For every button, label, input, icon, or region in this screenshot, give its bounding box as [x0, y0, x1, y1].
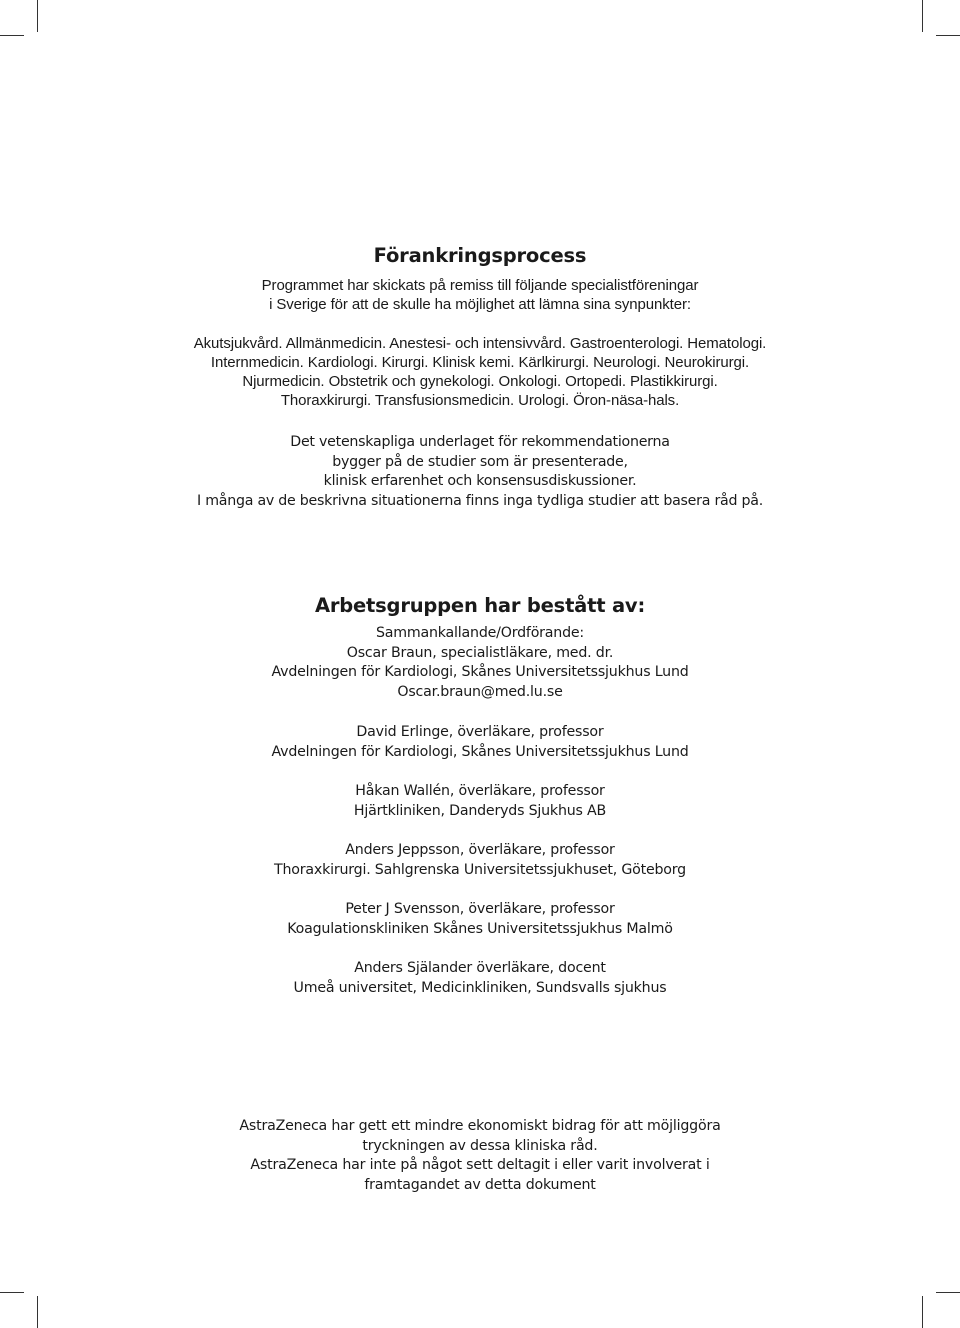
- specialties-list: [0, 334, 960, 410]
- evidence-statement: [0, 433, 960, 512]
- crop-mark-bottom-left: [37, 1296, 38, 1328]
- evidence-line: Det vetenskapliga underlaget för rekommendationerna: [290, 434, 670, 450]
- member-entry: [0, 782, 960, 821]
- member-line: Avdelningen för Kardiologi, Skånes Universitetssjukhus Lund: [271, 743, 689, 760]
- evidence-line: klinisk erfarenhet och konsensusdiskussioner.: [323, 473, 637, 490]
- crop-mark-top-left-h: [0, 35, 24, 36]
- intro-line: Programmet har skickats på remiss till följande specialistföreningar: [261, 277, 699, 294]
- disclosure-line: framtagandet av detta dokument: [364, 1177, 596, 1194]
- member-chair: [0, 624, 960, 703]
- disclosure-line: AstraZeneca har gett ett mindre ekonomiskt bidrag för att möjliggöra: [239, 1118, 721, 1134]
- member-line: Koagulationskliniken Skånes Universitetssjukhus Malmö: [287, 920, 673, 937]
- member-line: Peter J Svensson, överläkare, professor: [345, 901, 615, 917]
- crop-mark-bottom-right-h: [936, 1292, 960, 1293]
- crop-mark-top-right-h: [936, 35, 960, 36]
- disclosure-line: tryckningen av dessa kliniska råd.: [362, 1137, 598, 1154]
- specialties-line: Njurmedicin. Obstetrik och gynekologi. Onkologi. Ortopedi. Plastikkirurgi.: [242, 373, 718, 390]
- funding-disclosure: [0, 1117, 960, 1196]
- member-line: Avdelningen för Kardiologi, Skånes Universitetssjukhus Lund: [271, 664, 689, 681]
- member-line: Anders Själander överläkare, docent: [354, 960, 606, 976]
- member-entry: [0, 959, 960, 998]
- member-line: Sammankallande/Ordförande:: [375, 625, 585, 641]
- crop-mark-top-right: [922, 0, 923, 32]
- intro-line: i Sverige för att de skulle ha möjlighet att lämna sina synpunkter:: [269, 296, 691, 313]
- member-entry: [0, 900, 960, 939]
- member-line: Thoraxkirurgi. Sahlgrenska Universitetssjukhuset, Göteborg: [274, 861, 686, 878]
- member-line: Umeå universitet, Medicinkliniken, Sundsvalls sjukhus: [293, 979, 667, 996]
- specialties-line: Akutsjukvård. Allmänmedicin. Anestesi- och intensivvård. Gastroenterologi. Hematologi.: [193, 335, 767, 352]
- member-entry: [0, 723, 960, 762]
- member-line: David Erlinge, överläkare, professor: [356, 724, 604, 740]
- working-group-title: Arbetsgruppen har bestått av:: [314, 594, 646, 617]
- member-line: Hjärtkliniken, Danderyds Sjukhus AB: [353, 802, 607, 819]
- member-line: Oscar Braun, specialistläkare, med. dr.: [346, 644, 614, 661]
- member-entry: [0, 841, 960, 880]
- anchoring-intro: [0, 276, 960, 314]
- crop-mark-top-left: [37, 0, 38, 32]
- member-line: Håkan Wallén, överläkare, professor: [355, 783, 605, 799]
- crop-mark-bottom-left-h: [0, 1292, 24, 1293]
- evidence-line: I många av de beskrivna situationerna finns inga tydliga studier att basera råd på.: [197, 493, 763, 510]
- disclosure-line: AstraZeneca har inte på något sett deltagit i eller varit involverat i: [250, 1157, 710, 1174]
- specialties-line: Internmedicin. Kardiologi. Kirurgi. Klinisk kemi. Kärlkirurgi. Neurologi. Neurokirurgi.: [210, 354, 750, 371]
- anchoring-title: Förankringsprocess: [373, 244, 587, 267]
- member-line: Anders Jeppsson, överläkare, professor: [345, 842, 615, 858]
- evidence-line: bygger på de studier som är presenterade,: [332, 453, 628, 470]
- specialties-line: Thoraxkirurgi. Transfusionsmedicin. Urologi. Öron-näsa-hals.: [280, 392, 680, 409]
- crop-mark-bottom-right: [922, 1296, 923, 1328]
- member-email: Oscar.braun@med.lu.se: [397, 684, 563, 701]
